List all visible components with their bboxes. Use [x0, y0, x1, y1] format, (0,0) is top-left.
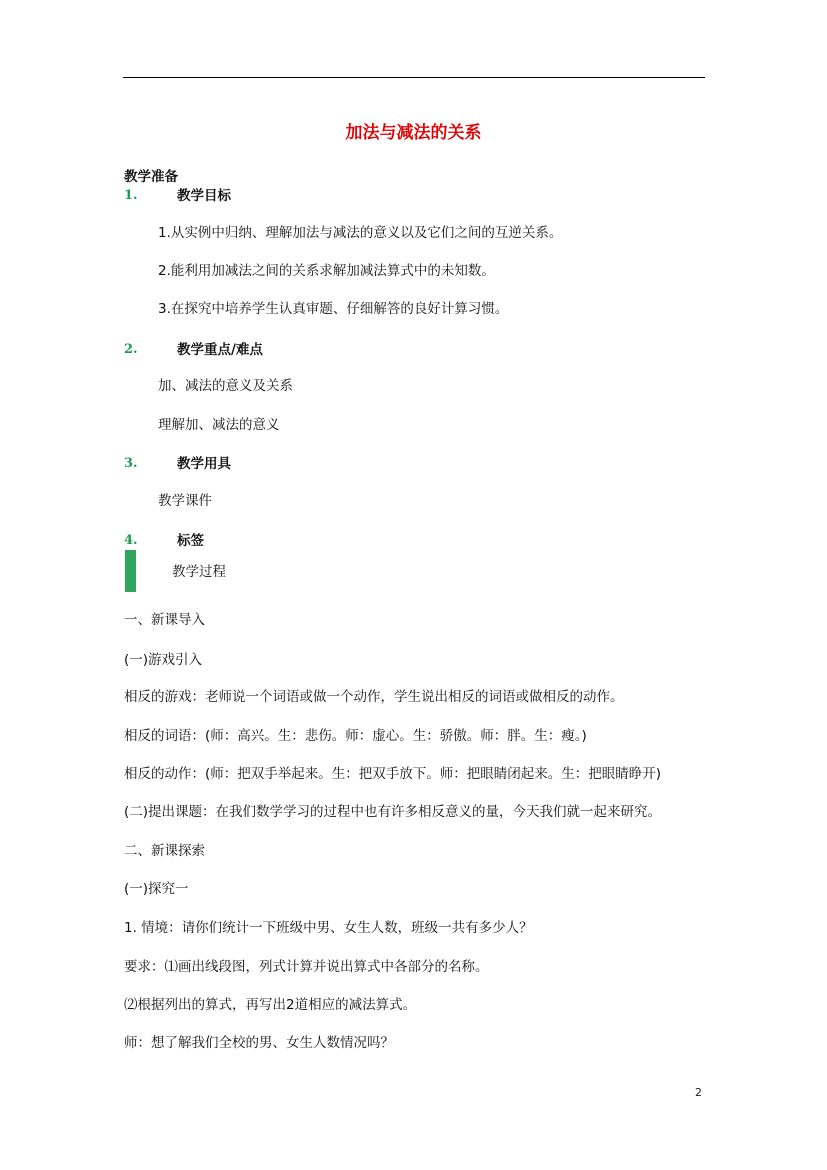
- key-point-2: 理解加、减法的意义: [158, 417, 280, 433]
- section-number-2: 2.: [124, 342, 138, 357]
- body-line-9: 1. 情境：请你们统计一下班级中男、女生人数，班级一共有多少人？: [124, 920, 533, 936]
- page-number: 2: [695, 1086, 702, 1099]
- body-line-2: (一)游戏引入: [124, 652, 203, 668]
- section-number-4: 4.: [124, 533, 138, 548]
- body-line-4: 相反的词语：(师：高兴。生：悲伤。师：虚心。生：骄傲。师：胖。生：瘦。): [124, 728, 587, 744]
- goal-item-2: 2.能利用加减法之间的关系求解加减法算式中的未知数。: [158, 263, 495, 279]
- section-number-3: 3.: [124, 456, 138, 471]
- header-rule: [123, 77, 705, 78]
- prep-heading: 教学准备: [124, 169, 178, 185]
- body-line-10: 要求：⑴画出线段图，列式计算并说出算式中各部分的名称。: [124, 959, 489, 975]
- document-title: 加法与减法的关系: [345, 123, 482, 143]
- section-title-1: 教学目标: [177, 188, 231, 204]
- body-line-8: (一)探究一: [124, 881, 189, 897]
- body-line-5: 相反的动作：(师：把双手举起来。生：把双手放下。师：把眼睛闭起来。生：把眼睛睁开): [124, 766, 662, 782]
- body-line-7: 二、新课探索: [124, 843, 205, 859]
- section-title-4: 标签: [177, 533, 204, 549]
- section-number-1: 1.: [124, 188, 138, 203]
- key-point-1: 加、减法的意义及关系: [158, 378, 293, 394]
- body-line-3: 相反的游戏：老师说一个词语或做一个动作，学生说出相反的词语或做相反的动作。: [124, 689, 624, 705]
- tag-text: 教学过程: [172, 564, 226, 580]
- body-line-1: 一、新课导入: [124, 612, 205, 628]
- goal-item-3: 3.在探究中培养学生认真审题、仔细解答的良好计算习惯。: [158, 301, 509, 317]
- body-line-6: (二)提出课题：在我们数学学习的过程中也有许多相反意义的量，今天我们就一起来研究。: [124, 804, 662, 820]
- section-title-2: 教学重点/难点: [177, 342, 263, 358]
- section-title-3: 教学用具: [177, 456, 231, 472]
- tools-text: 教学课件: [158, 493, 212, 509]
- tag-marker-bar: [125, 550, 136, 592]
- body-line-12: 师：想了解我们全校的男、女生人数情况吗？: [124, 1035, 394, 1051]
- body-line-11: ⑵根据列出的算式，再写出2道相应的减法算式。: [124, 997, 417, 1013]
- goal-item-1: 1.从实例中归纳、理解加法与减法的意义以及它们之间的互逆关系。: [158, 225, 563, 241]
